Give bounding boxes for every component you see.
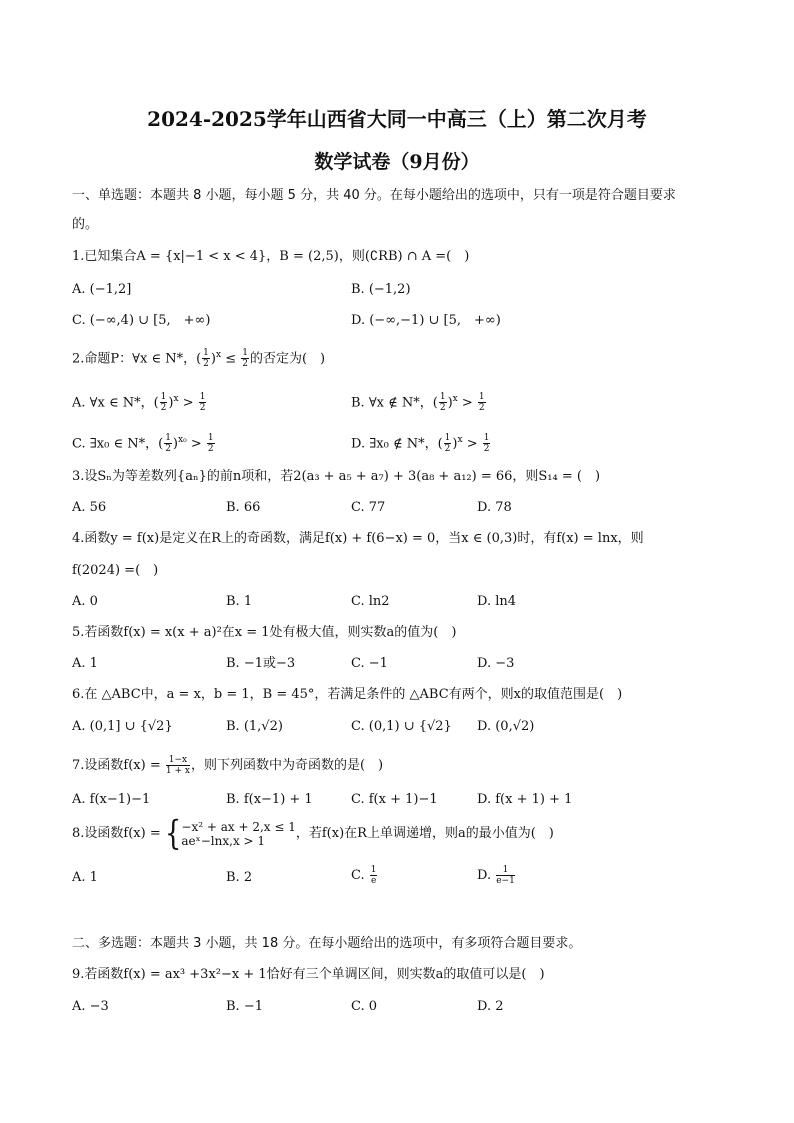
piecewise-cases — [181, 820, 295, 848]
question-stem-part: ，则下列函数中为奇函数的是( ) — [190, 758, 384, 773]
q1-option-b: B. (−1,2) — [351, 282, 411, 297]
q4-option-a: A. 0 — [72, 594, 98, 609]
q3-option-a: A. 56 — [72, 500, 107, 515]
fraction-denominator: 2 — [207, 444, 214, 455]
fraction-denominator: 2 — [160, 403, 167, 414]
question-stem: 若函数f(x) = x(x + a)²在x = 1处有极大值，则实数a的值为( ) — [84, 625, 457, 640]
q6-option-a: A. (0,1] ∪ {√2} — [72, 719, 173, 734]
fraction-numerator: 1 — [160, 392, 167, 403]
fraction-numerator: 1−x — [166, 755, 190, 766]
fraction-denominator: 2 — [478, 403, 485, 414]
fraction-half — [164, 433, 172, 454]
q7-option-d: D. f(x + 1) + 1 — [477, 792, 573, 807]
option-label: B. ∀x ∉ N*， — [351, 395, 433, 411]
question-1 — [72, 248, 469, 266]
fraction-numerator: 1 — [242, 348, 248, 359]
relation: > — [178, 395, 198, 411]
fraction-numerator: 1 — [165, 433, 171, 444]
option-label: D. — [477, 868, 496, 883]
fraction-denominator: 2 — [242, 359, 248, 370]
exponent: x — [173, 394, 179, 404]
q7-option-b: B. f(x−1) + 1 — [226, 792, 313, 807]
q2-option-b: B. ∀x ∉ N*，( $\frac{1}{2}$ )$^x$ > $\frac{1}{2}$ — [351, 392, 485, 414]
question-stem: 已知集合A = {x|−1 < x < 4}，B = (2,5)，则(∁RB) ∩ A =( ) — [84, 249, 470, 264]
fraction-half — [439, 392, 447, 413]
option-label: A. ∀x ∈ N*， — [72, 395, 154, 411]
question-stem-part: ≤ — [221, 351, 241, 367]
q3-option-d: D. 78 — [477, 500, 512, 515]
exponent: x — [457, 435, 463, 445]
fraction-numerator: 1 — [439, 392, 446, 403]
question-4 — [72, 530, 644, 548]
fraction-numerator: 1 — [199, 392, 206, 403]
fraction-denominator: e−1 — [496, 876, 515, 886]
question-stem: 若函数f(x) = ax³ +3x²−x + 1恰好有三个单调区间，则实数a的取值可以是( ) — [84, 967, 545, 982]
page-subtitle: 数学试卷（9月份） — [314, 151, 480, 173]
question-4-cont: f(2024) =( ) — [72, 563, 159, 578]
q8-option-d — [477, 865, 516, 886]
question-number: 6. — [72, 687, 85, 702]
exponent: x — [215, 350, 222, 360]
q1-option-a: A. (−1,2] — [72, 282, 132, 297]
question-number: 4. — [72, 531, 85, 546]
section-two-heading: 二、多选题：本题共 3 小题，共 18 分。在每小题给出的选项中，有多项符合题目要求。 — [72, 936, 582, 951]
relation: > — [186, 436, 206, 452]
question-5 — [72, 624, 456, 642]
q6-option-b: B. (1,√2) — [226, 719, 283, 734]
q1-option-c: C. (−∞,4) ∪ [5, +∞) — [72, 313, 211, 328]
left-brace: { — [164, 814, 182, 853]
option-label: D. ∃x₀ ∉ N*， — [351, 436, 438, 452]
q9-option-c: C. 0 — [351, 999, 378, 1014]
q6-option-c: C. (0,1) ∪ {√2} — [351, 719, 452, 734]
question-6 — [72, 686, 622, 704]
question-8 — [72, 814, 554, 853]
fraction-numerator: 1 — [207, 433, 214, 444]
q4-option-c: C. ln2 — [351, 594, 390, 609]
question-number: 8. — [72, 826, 85, 841]
q2-option-d: D. ∃x₀ ∉ N*，( $\frac{1}{2}$ )$^x$ > $\frac{1}{2}$ — [351, 433, 490, 455]
q2-option-a: A. ∀x ∈ N*，( $\frac{1}{2}$ )$^x$ > $\frac{1}{2}$ — [72, 392, 206, 414]
fraction-denominator: 1 + x — [165, 766, 190, 776]
fraction-half — [199, 392, 207, 413]
fraction-half — [444, 433, 452, 454]
option-label: C. — [351, 868, 369, 883]
question-9 — [72, 966, 545, 984]
question-stem: 在 △ABC中，a = x，b = 1，B = 45°，若满足条件的 △ABC有两个，则x的取值范围是( ) — [84, 687, 623, 702]
question-number: 3. — [72, 469, 85, 484]
fraction-half — [160, 392, 168, 413]
fraction — [166, 755, 190, 776]
question-number: 9. — [72, 967, 85, 982]
fraction-denominator: 2 — [165, 444, 171, 455]
question-stem-part: 的否定为( ) — [249, 351, 326, 367]
page-title: 2024-2025学年山西省大同一中高三（上）第二次月考 — [147, 107, 647, 131]
fraction-numerator: 1 — [496, 865, 515, 876]
question-number: 7. — [72, 758, 85, 773]
q5-option-b: B. −1或−3 — [226, 656, 296, 671]
relation: > — [462, 436, 482, 452]
q4-option-d: D. ln4 — [477, 594, 517, 609]
question-number: 1. — [72, 249, 85, 264]
exponent: x — [452, 394, 458, 404]
question-stem-part: ) — [210, 351, 216, 367]
question-stem-part: 设函数f(x) = — [84, 826, 165, 841]
fraction-half — [202, 348, 210, 369]
q8-option-a: A. 1 — [72, 870, 98, 885]
fraction-denominator: 2 — [444, 444, 451, 455]
q7-option-a: A. f(x−1)−1 — [72, 792, 151, 807]
q9-option-a: A. −3 — [72, 999, 109, 1014]
fraction-denominator: 2 — [483, 444, 490, 455]
q3-option-b: B. 66 — [226, 500, 261, 515]
question-stem-part: 设函数f(x) = — [84, 758, 165, 773]
fraction-denominator: 2 — [199, 403, 206, 414]
q9-option-b: B. −1 — [226, 999, 263, 1014]
q5-option-a: A. 1 — [72, 656, 98, 671]
fraction-half — [483, 433, 491, 454]
fraction-numerator: 1 — [483, 433, 490, 444]
q7-option-c: C. f(x + 1)−1 — [351, 792, 438, 807]
fraction — [370, 865, 378, 886]
exponent: x₀ — [178, 435, 187, 445]
fraction-numerator: 1 — [444, 433, 451, 444]
fraction-numerator: 1 — [203, 348, 209, 359]
q5-option-c: C. −1 — [351, 656, 388, 671]
q8-option-b: B. 2 — [226, 870, 253, 885]
question-stem-part: 命题P：∀x ∈ N*，( — [84, 351, 202, 367]
fraction-denominator: e — [370, 876, 377, 886]
question-2 — [72, 346, 325, 369]
fraction-denominator: 2 — [439, 403, 446, 414]
q3-option-c: C. 77 — [351, 500, 386, 515]
question-number: 5. — [72, 625, 85, 640]
question-7 — [72, 755, 383, 776]
q4-option-b: B. 1 — [226, 594, 253, 609]
q5-option-d: D. −3 — [477, 656, 515, 671]
fraction-half — [478, 392, 486, 413]
fraction-half — [207, 433, 215, 454]
case-two: aeˣ−lnx,x > 1 — [181, 833, 266, 848]
case-one: −x² + ax + 2,x ≤ 1 — [181, 819, 296, 834]
option-label: C. ∃x₀ ∈ N*， — [72, 436, 159, 452]
section-one-heading: 一、单选题：本题共 8 小题，每小题 5 分，共 40 分。在每小题给出的选项中，只有一项是符合题目要求 — [72, 188, 676, 203]
question-number: 2. — [72, 351, 85, 367]
fraction-denominator: 2 — [203, 359, 209, 370]
q8-option-c — [351, 865, 378, 886]
q6-option-d: D. (0,√2) — [477, 719, 535, 734]
fraction-half — [241, 348, 249, 369]
question-stem-part: ，若f(x)在R上单调递增，则a的最小值为( ) — [295, 826, 554, 841]
q2-option-c: C. ∃x₀ ∈ N*，( $\frac{1}{2}$ )$^{x_0}$ > $\frac{1}{2}$ — [72, 433, 214, 455]
fraction-numerator: 1 — [370, 865, 377, 875]
question-stem: 函数y = f(x)是定义在R上的奇函数，满足f(x) + f(6−x) = 0，当x ∈ (0,3)时，有f(x) = lnx，则 — [84, 531, 644, 546]
question-3 — [72, 468, 600, 486]
fraction-numerator: 1 — [478, 392, 485, 403]
q1-option-d: D. (−∞,−1) ∪ [5, +∞) — [351, 313, 501, 328]
q9-option-d: D. 2 — [477, 999, 504, 1014]
fraction — [496, 865, 515, 886]
question-stem: 设Sₙ为等差数列{aₙ}的前n项和，若2(a₃ + a₅ + a₇) + 3(a₈ + a₁₂) = 66，则S₁₄ = ( ) — [84, 469, 601, 484]
relation: > — [457, 395, 477, 411]
section-one-heading-cont: 的。 — [72, 217, 99, 232]
